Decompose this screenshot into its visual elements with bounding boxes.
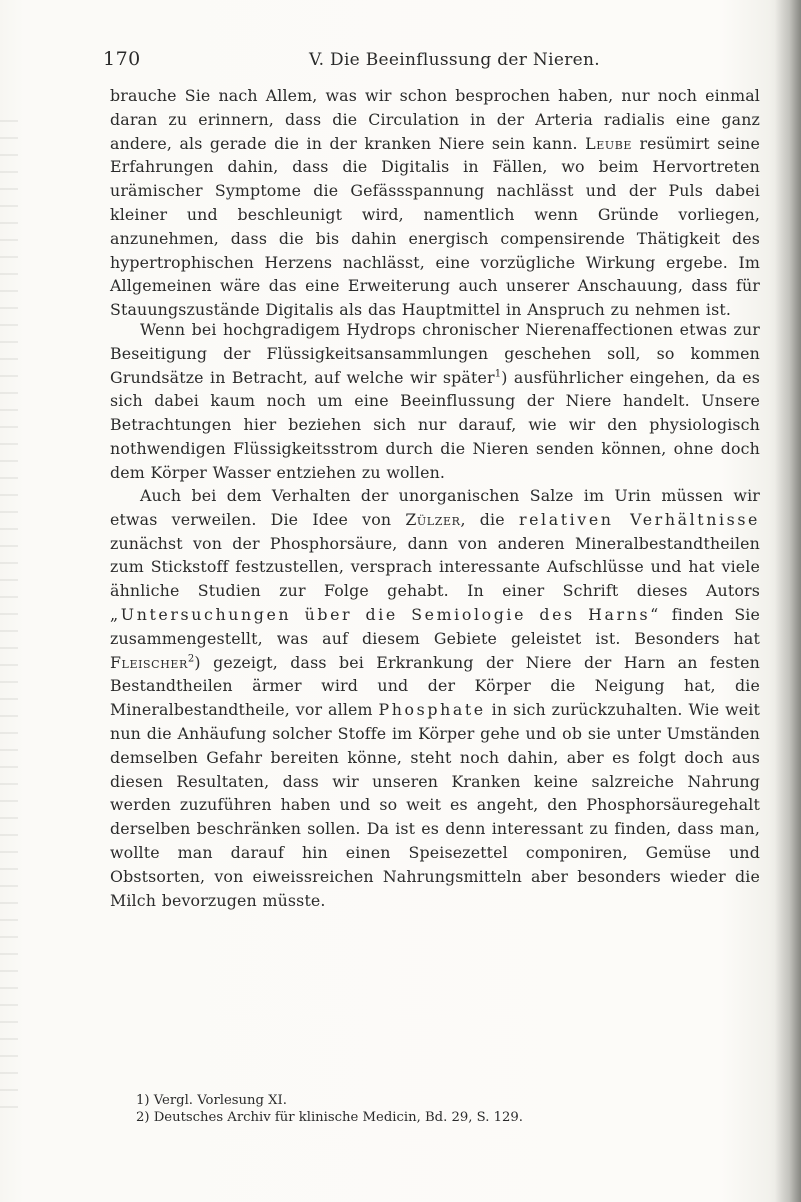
footnote-ref: 1 bbox=[494, 368, 502, 380]
text-span: , die bbox=[460, 509, 519, 529]
page-number: 170 bbox=[103, 48, 141, 70]
text-span: brauche Sie nach Allem, was wir schon besprochen haben, nur noch einmal daran zu erinnern, dass die Circulation in der Arteria radialis eine ganz andere, als gerade die in der kranken Niere sein kann. bbox=[110, 86, 760, 153]
text-span: Wenn bei hochgradigem Hydrops chronischer Nierenaffectionen etwas zur Beseitigung der Flüssigkeitsansammlungen geschehen soll, so kommen Grundsätze in Betracht, auf welche wir später bbox=[110, 320, 760, 387]
paragraph-3 bbox=[110, 484, 760, 912]
running-head: V. Die Beeinflussung der Nieren. bbox=[309, 50, 600, 70]
paragraph-2 bbox=[110, 318, 760, 485]
author-name: Zülzer bbox=[405, 509, 461, 529]
author-name: Leube bbox=[585, 133, 633, 153]
text-span: finden Sie zusammengestellt, was auf diesem Gebiete geleistet ist. Besonders hat bbox=[110, 604, 760, 648]
text-span: Auch bei dem Verhalten der unorganischen Salze im Urin müssen wir etwas verweilen. Die Idee von bbox=[110, 486, 760, 529]
binding-shadow bbox=[775, 0, 801, 1202]
footnote-1: 1) Vergl. Vorlesung XI. bbox=[136, 1093, 287, 1108]
footnote-ref: 2 bbox=[187, 653, 195, 665]
footnote-2: 2) Deutsches Archiv für klinische Medicin, Bd. 29, S. 129. bbox=[136, 1110, 523, 1125]
text-span: ) gezeigt, dass bei Erkrankung der Niere der Harn an festen Bestandtheilen ärmer wird und der Körper die Neigung hat, die Mineralbestandtheile, vor allem bbox=[110, 652, 760, 720]
emphasized-term: Phosphate bbox=[378, 700, 486, 720]
text-span: in sich zurückzuhalten. Wie weit nun die Anhäufung solcher Stoffe im Körper gehe und ob sie unter Umständen demselben Gefahr bereiten könne, steht noch dahin, aber es folgt doch aus diesen Resultaten, dass wir unseren Kranken keine salzreiche Nahrung werden zuzuführen haben und so weit es angeht, den Phosphorsäuregehalt derselben beschränken sollen. Da ist es denn interessant zu finden, dass man, wollte man darauf hin einen Speisezettel componiren, Gemüse und Obstsorten, von eiweissreichen Nahrungsmitteln aber besonders wieder die Milch bevorzugen müsste. bbox=[110, 700, 760, 910]
paragraph-1 bbox=[110, 84, 760, 322]
text-span: ) ausführlicher eingehen, da es sich dabei kaum noch um eine Beeinflussung der Niere handelt. Unsere Betrachtungen hier beziehen sich nur darauf, wie wir den physiologisch nothwendigen Flüssigkeitsstrom durch die Nieren senden können, ohne doch dem Körper Wasser entziehen zu wollen. bbox=[110, 367, 761, 482]
page-edge-ghost bbox=[0, 120, 18, 1120]
text-span: zunächst von der Phosphorsäure, dann von anderen Mineralbestandtheilen zum Stickstoff festzustellen, versprach interessante Aufschlüsse und hat viele ähnliche Studien zur Folge gehabt. In einer Schrift dieses Autors bbox=[110, 533, 760, 601]
page-header bbox=[103, 48, 703, 76]
author-name: Fleischer bbox=[110, 652, 188, 672]
text-span: resümirt seine Erfahrungen dahin, dass die Digitalis in Fällen, wo beim Hervortreten urämischer Symptome die Gefässspannung nachlässt und der Puls dabei kleiner und beschleunigt wird, namentlich wenn Gründe vorliegen, anzunehmen, dass die bis dahin energisch compensirende Thätigkeit des hypertrophischen Herzens nachlässt, eine vorzügliche Wirkung ergebe. Im Allgemeinen wäre das eine Erweiterung auch unserer Anschauung, dass für Stauungszustände Digitalis als das Hauptmittel in Anspruch zu nehmen ist. bbox=[110, 133, 760, 320]
footnotes bbox=[136, 1092, 736, 1126]
book-title: „Untersuchungen über die Semiologie des Harns“ bbox=[110, 604, 661, 624]
emphasized-term: relativen Verhältnisse bbox=[518, 509, 761, 529]
